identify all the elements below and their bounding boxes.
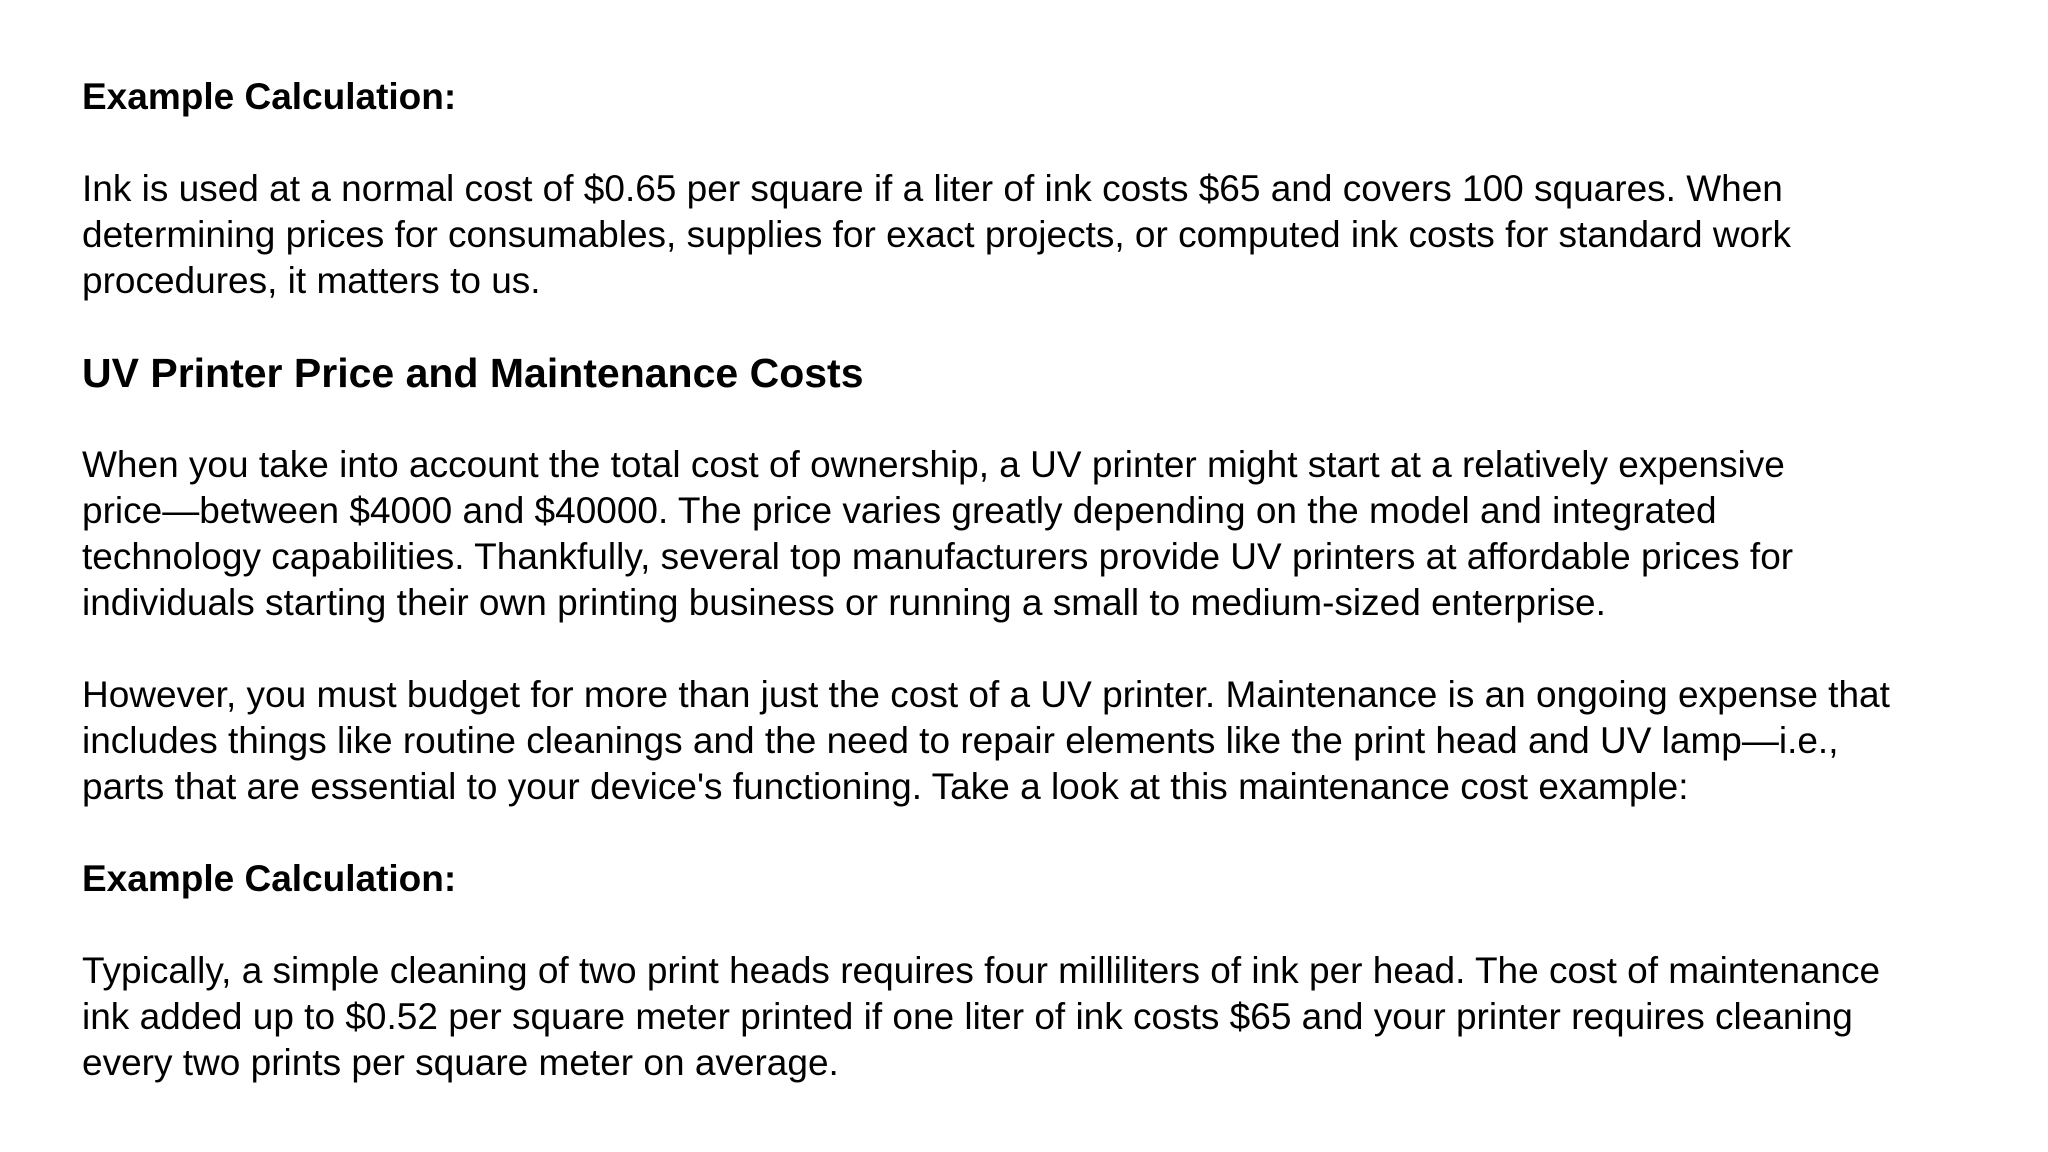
paragraph-line: procedures, it matters to us. (82, 260, 541, 301)
paragraph-line: every two prints per square meter on average. (82, 1042, 839, 1083)
maintenance-paragraph (82, 672, 2022, 810)
printer-price-paragraph (82, 442, 2022, 626)
document-page (82, 74, 2022, 1132)
section-heading: UV Printer Price and Maintenance Costs (82, 350, 864, 396)
paragraph-line: Typically, a simple cleaning of two print heads requires four milliliters of ink per head. The cost of maintenance (82, 950, 1881, 991)
paragraph-line: technology capabilities. Thankfully, several top manufacturers provide UV printers at affordable prices for (82, 536, 1794, 577)
paragraph-line: individuals starting their own printing business or running a small to medium-sized enterprise. (82, 582, 1606, 623)
ink-cost-paragraph (82, 166, 2022, 304)
paragraph-line: However, you must budget for more than just the cost of a UV printer. Maintenance is an ongoing expense that (82, 674, 1890, 715)
paragraph-line: parts that are essential to your device's functioning. Take a look at this maintenance cost example: (82, 766, 1689, 807)
paragraph-line: determining prices for consumables, supplies for exact projects, or computed ink costs for standard work (82, 214, 1791, 255)
paragraph-line: ink added up to $0.52 per square meter printed if one liter of ink costs $65 and your printer requires cleaning (82, 996, 1853, 1037)
example-calculation-label-1: Example Calculation: (82, 76, 457, 117)
paragraph-line: price—between $4000 and $40000. The price varies greatly depending on the model and integrated (82, 490, 1717, 531)
cleaning-cost-paragraph (82, 948, 2022, 1086)
example-calculation-label-2: Example Calculation: (82, 858, 457, 899)
paragraph-line: includes things like routine cleanings and the need to repair elements like the print head and UV lamp—i.e., (82, 720, 1839, 761)
paragraph-line: When you take into account the total cost of ownership, a UV printer might start at a relatively expensive (82, 444, 1785, 485)
paragraph-line: Ink is used at a normal cost of $0.65 per square if a liter of ink costs $65 and covers 100 squares. When (82, 168, 1783, 209)
